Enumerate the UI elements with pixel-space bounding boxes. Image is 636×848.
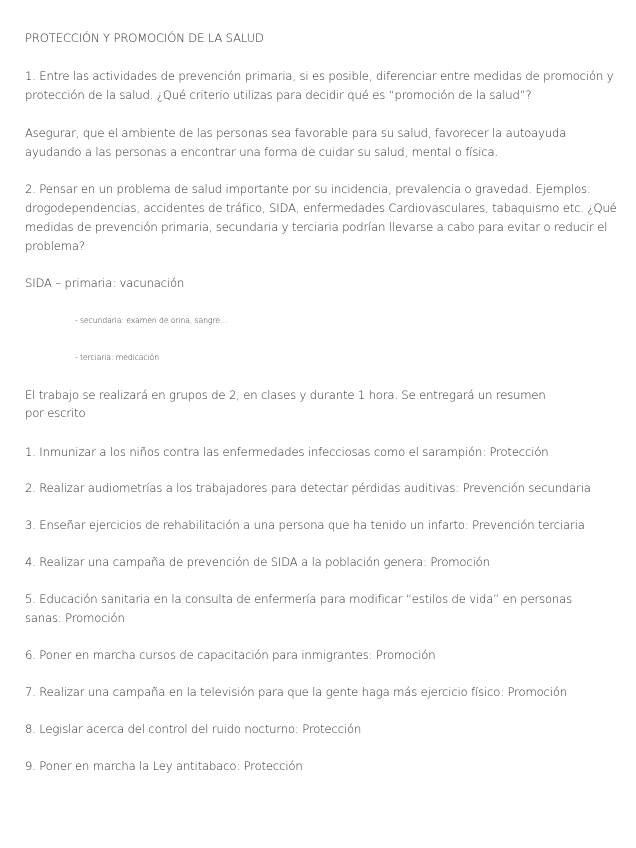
document-title: PROTECCIÓN Y PROMOCIÓN DE LA SALUD xyxy=(25,31,264,45)
list-item: 6. Poner en marcha cursos de capacitación para inmigrantes: Promoción xyxy=(25,648,436,662)
question-1-line-1: 1. Entre las actividades de prevención primaria, si es posible, diferenciar entre medidas de promoción y xyxy=(25,69,614,83)
question-2-line-3: medidas de prevención primaria, secundaria y terciaria podrían llevarse a cabo para evitar o reducir el xyxy=(25,220,608,234)
question-1-line-2: protección de la salud. ¿Qué criterio utilizas para decidir qué es “promoción de la salud”? xyxy=(25,88,532,102)
question-2-line-2: drogodependencias, accidentes de tráfico, SIDA, enfermedades Cardiovasculares, tabaquismo etc. ¿Qué xyxy=(25,201,617,215)
list-item: 7. Realizar una campaña en la televisión para que la gente haga más ejercicio físico: Promoción xyxy=(25,685,567,699)
answer-2-tertiary: - terciaria: medicación xyxy=(75,353,159,362)
question-2-line-4: problema? xyxy=(25,239,85,253)
question-2-line-1: 2. Pensar en un problema de salud importante por su incidencia, prevalencia o gravedad. Ejemplos: xyxy=(25,182,591,196)
answer-1-line-2: ayudando a las personas a encontrar una forma de cuidar su salud, mental o física. xyxy=(25,145,499,159)
list-item: 4. Realizar una campaña de prevención de SIDA a la población genera: Promoción xyxy=(25,555,490,569)
answer-2-secondary: - secundaria: examen de orina, sangre… xyxy=(75,316,228,325)
answer-1-line-1: Asegurar, que el ambiente de las personas sea favorable para su salud, favorecer la autoayuda xyxy=(25,126,567,140)
instructions-line-2: por escrito xyxy=(25,406,86,420)
list-item: 8. Legislar acerca del control del ruido nocturno: Protección xyxy=(25,722,362,736)
list-item-continuation: sanas: Promoción xyxy=(25,611,125,625)
list-item: 9. Poner en marcha la Ley antitabaco: Protección xyxy=(25,759,303,773)
instructions-line-1: El trabajo se realizará en grupos de 2, en clases y durante 1 hora. Se entregará un resumen xyxy=(25,388,546,402)
list-item: 2. Realizar audiometrías a los trabajadores para detectar pérdidas auditivas: Prevención secundaria xyxy=(25,481,591,495)
answer-2-primary: SIDA – primaria: vacunación xyxy=(25,276,185,290)
list-item: 5. Educación sanitaria en la consulta de enfermería para modificar “estilos de vida” en personas xyxy=(25,592,572,606)
list-item: 1. Inmunizar a los niños contra las enfermedades infecciosas como el sarampión: Protección xyxy=(25,445,549,459)
list-item: 3. Enseñar ejercicios de rehabilitación a una persona que ha tenido un infarto: Prevención terciaria xyxy=(25,518,585,532)
